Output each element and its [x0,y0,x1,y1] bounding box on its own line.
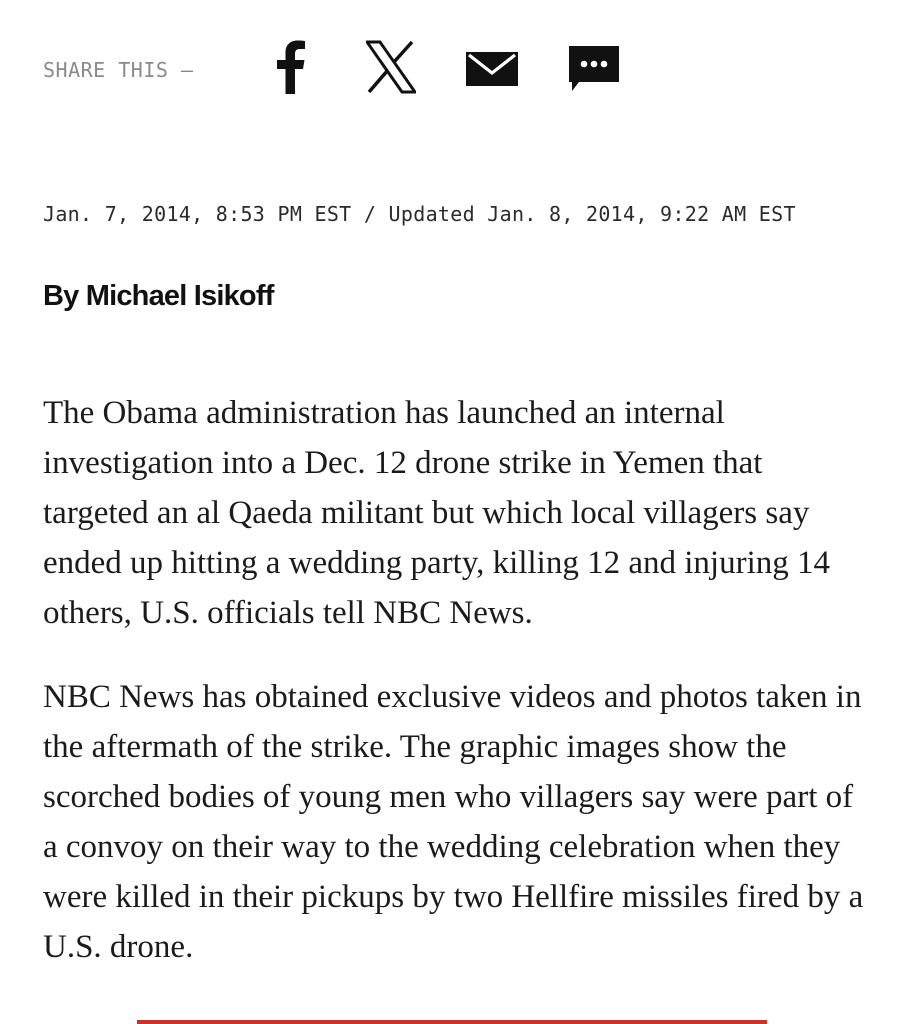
share-label: SHARE THIS — [43,58,194,82]
sms-icon[interactable] [569,46,619,92]
article-paragraph: NBC News has obtained exclusive videos and photos taken in the aftermath of the strike. The graphic images show the scorched bodies of young men who villagers say were part of a convoy on their way to the wedding celebration when they were killed in their pickups by two Hellfire missiles fired by a U.S. drone. [43,679,864,965]
x-icon[interactable] [366,40,416,94]
article-dateline: Jan. 7, 2014, 8:53 PM EST / Updated Jan. 8, 2014, 9:22 AM EST [43,202,796,226]
bottom-divider [137,1020,767,1024]
article-paragraph: The Obama administration has launched an internal investigation into a Dec. 12 drone strike in Yemen that targeted an al Qaeda militant but which local villagers say ended up hitting a wedding party, killing 12 and injuring 14 others, U.S. officials tell NBC News. [43,395,830,631]
facebook-icon[interactable] [275,40,305,94]
share-bar [43,40,663,100]
email-icon[interactable] [466,52,518,86]
article-body [43,388,873,1006]
article-byline[interactable]: By Michael Isikoff [43,280,274,312]
